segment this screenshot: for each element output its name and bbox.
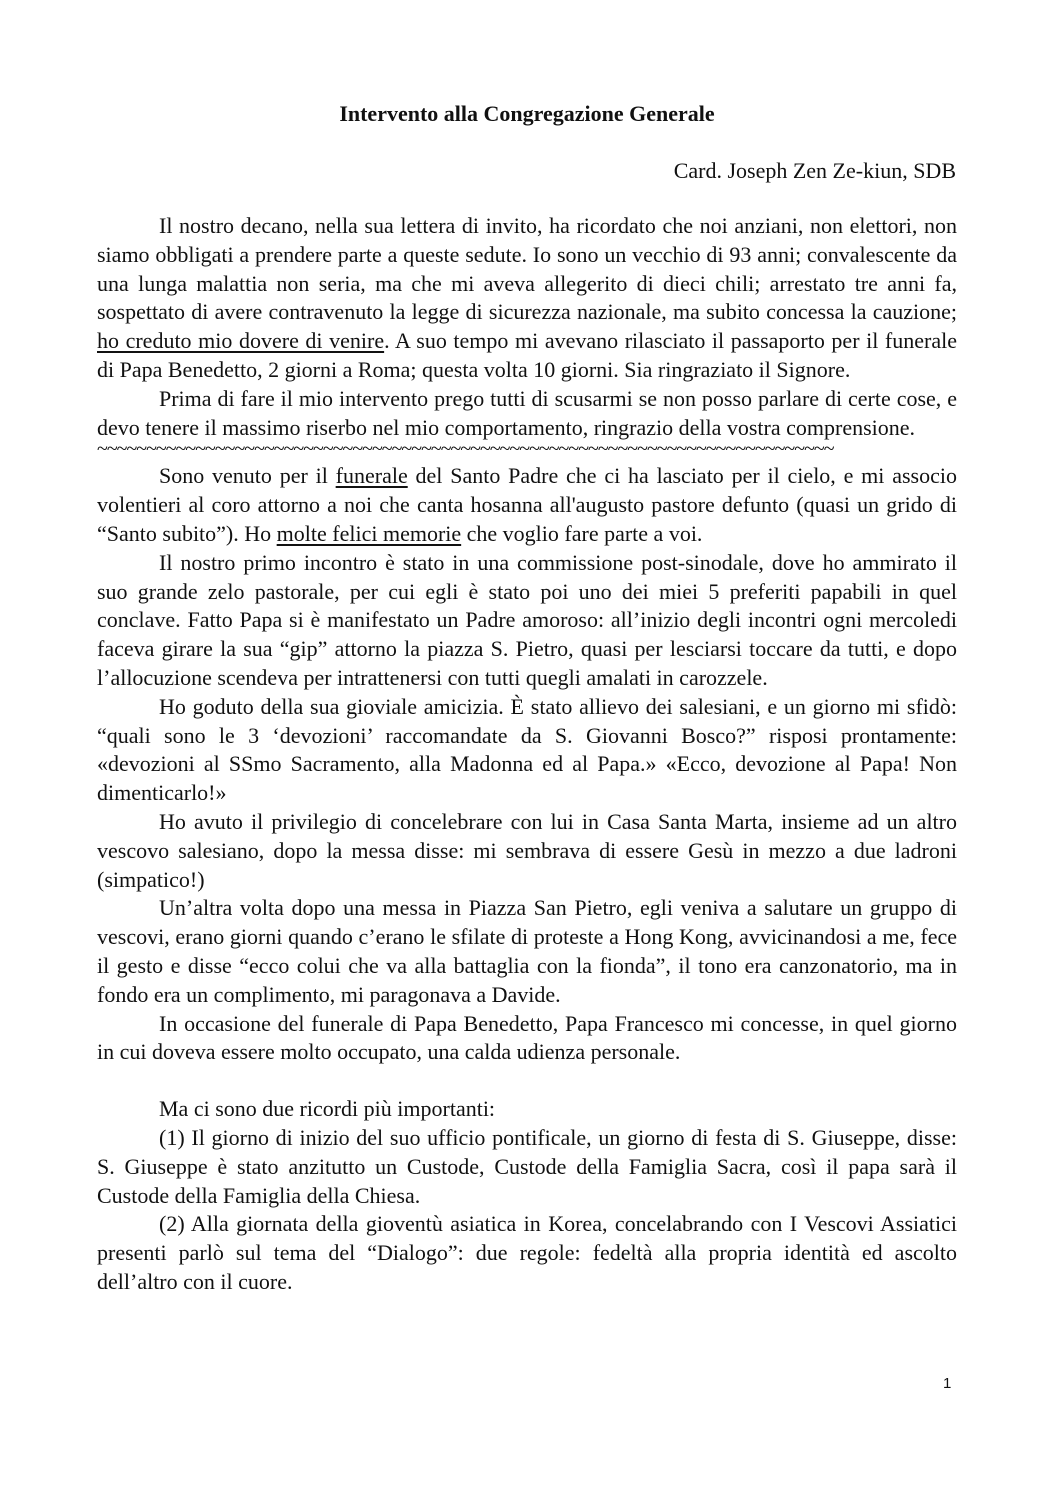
document-body [97,212,957,1297]
tilde-separator: ~~~~~~~~~~~~~~~~~~~~~~~~~~~~~~~~~~~~~~~~~~~~~~~~~~~~~~~~~~~~~~~~~~~~~~~~~~~ [97,442,834,461]
blank-line [97,1067,957,1095]
underlined-word: funerale [335,463,408,489]
paragraph-4: Il nostro primo incontro è stato in una commissione post-sinodale, dove ho ammirato il suo grande zelo pastorale, per cui egli è stato poi uno dei miei 5 preferiti papabili in quel conclave. Fatto Papa si è manifestato un Padre amoroso: all’inizio degli incontri ogni mercoledi faceva girare la sua “gip” attorno la piazza S. Pietro, quasi per lesciarsi toccare da tutti, e dopo l’allocuzione scendeva per intrattenersi con tutti quegli amalati in carozzele. [97,549,957,690]
paragraph-5: Ho goduto della sua gioviale amicizia. È stato allievo dei salesiani, e un giorno mi sfidò: “quali sono le 3 ‘devozioni’ raccomandate da S. Giovanni Bosco?” risposi prontamente: «devozioni al SSmo Sacramento, alla Madonna ed al Papa.» «Ecco, devozione al Papa! Non dimenticarlo!» [97,693,957,806]
underlined-phrase: ho creduto mio dovere di venire [97,328,385,354]
paragraph-9: Ma ci sono due ricordi più importanti: [159,1096,496,1122]
paragraph-10: (1) Il giorno di inizio del suo ufficio pontificale, un giorno di festa di S. Giuseppe, disse: S. Giuseppe è stato anzitutto un Custode, Custode della Famiglia Sacra, così il papa sarà il Custode della Famiglia della Chiesa. [97,1124,957,1208]
paragraph-7: Un’altra volta dopo una messa in Piazza San Pietro, egli veniva a salutare un gruppo di vescovi, erano giorni quando c’erano le sfilate di proteste a Hong Kong, avvicinandosi a me, fece il gesto e disse “ecco colui che va alla battaglia con la fionda”, il tono era canzonatorio, ma in fondo era un complimento, mi paragonava a Davide. [97,895,957,1007]
paragraph-6: Ho avuto il privilegio di concelebrare con lui in Casa Santa Marta, insieme ad un altro vescovo salesiano, dopo la messa disse: mi sembrava di essere Gesù in mezzo a due ladroni (simpatico!) [97,808,957,892]
underlined-phrase: molte felici memorie [276,520,462,546]
author-line: Card. Joseph Zen Ze-kiun, SDB [673,158,956,183]
page-number: 1 [943,1375,952,1392]
paragraph-1: Il nostro decano, nella sua lettera di invito, ha ricordato che noi anziani, non elettori, non siamo obbligati a prendere parte a queste sedute. Io sono un vecchio di 93 anni; convalescente da una lunga malattia non seria, ma che mi aveva allegerito di dieci chili; arrestato tre anni fa, sospettato di avere contravenuto la legge di sicurezza nazionale, ma subito concessa la cauzione; ho creduto mio dovere di venire. A suo tempo mi avevano rilasciato il passaporto per il funerale di Papa Benedetto, 2 giorni a Roma; questa volta 10 giorni. Sia ringraziato il Signore. [97,213,957,382]
paragraph-3: Sono venuto per il funerale del Santo Padre che ci ha lasciato per il cielo, e mi associo volentieri al coro attorno a noi che canta hosanna all'augusto pastore defunto (quasi un grido di “Santo subito”). Ho molte felici memorie che voglio fare parte a voi. [97,463,957,546]
document-title: Intervento alla Congregazione Generale [339,101,715,126]
paragraph-11: (2) Alla giornata della gioventù asiatica in Korea, concelabrando con I Vescovi Assiatici presenti parlò sul tema del “Dialogo”: due regole: fedeltà alla propria identità ed ascolto dell’altro con il cuore. [97,1211,957,1294]
paragraph-2: Prima di fare il mio intervento prego tutti di scusarmi se non posso parlare di certe cose, e devo tenere il massimo riserbo nel mio comportamento, ringrazio della vostra comprensione. [97,385,957,440]
paragraph-8: In occasione del funerale di Papa Benedetto, Papa Francesco mi concesse, in quel giorno in cui doveva essere molto occupato, una calda udienza personale. [97,1010,957,1065]
